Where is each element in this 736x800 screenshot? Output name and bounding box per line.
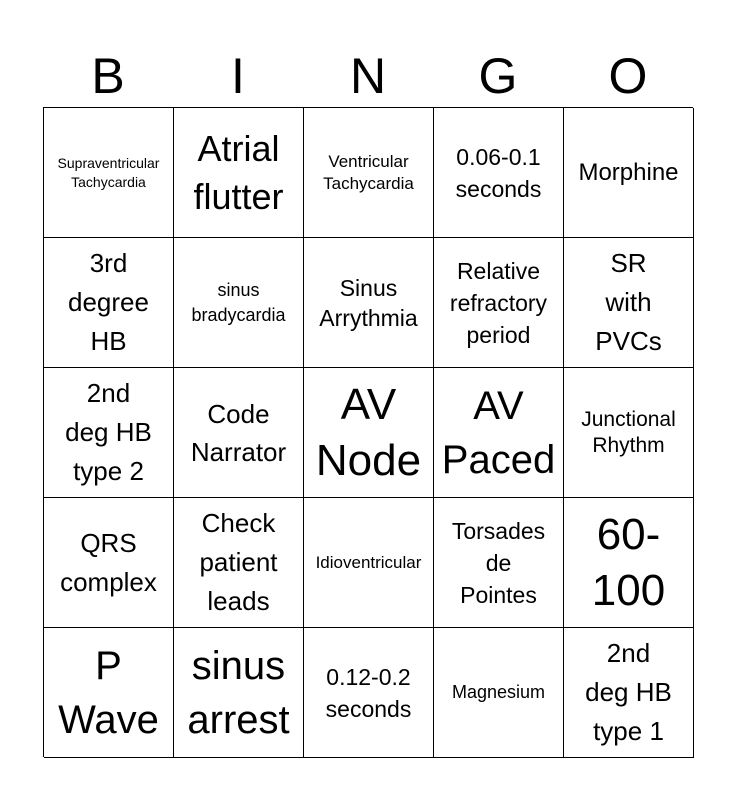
cell-text: Check patient leads: [199, 508, 278, 616]
bingo-cell[interactable]: [434, 238, 564, 368]
cell-text: 2nd deg HB type 2: [65, 378, 152, 486]
bingo-cell[interactable]: [174, 368, 304, 498]
cell-text: 0.06-0.1 seconds: [455, 143, 542, 202]
bingo-header: [43, 46, 693, 106]
bingo-cell[interactable]: [304, 238, 434, 368]
bingo-cell[interactable]: [304, 108, 434, 238]
bingo-cell[interactable]: [434, 498, 564, 628]
cell-text: Code Narrator: [190, 398, 287, 467]
cell-text: 2nd deg HB type 1: [585, 638, 672, 746]
cell-text: 60- 100: [591, 509, 666, 615]
cell-text: P Wave: [58, 643, 159, 742]
bingo-cell[interactable]: [174, 108, 304, 238]
cell-text: AV Node: [315, 379, 422, 485]
bingo-cell[interactable]: [304, 498, 434, 628]
bingo-cell[interactable]: [44, 498, 174, 628]
cell-text: Supraventricular Tachycardia: [57, 154, 160, 190]
cell-text: Torsades de Pointes: [451, 517, 546, 608]
cell-text: QRS complex: [60, 527, 157, 597]
bingo-cell[interactable]: [174, 238, 304, 368]
bingo-cell[interactable]: [44, 368, 174, 498]
bingo-grid: [43, 107, 693, 757]
cell-text: sinus arrest: [187, 643, 290, 742]
cell-text: 0.12-0.2 seconds: [325, 663, 412, 722]
cell-text: 3rd degree HB: [68, 248, 149, 356]
cell-text: AV Paced: [441, 383, 556, 482]
cell-text: Relative refractory period: [449, 257, 548, 348]
bingo-cell[interactable]: [434, 108, 564, 238]
bingo-cell[interactable]: [434, 628, 564, 758]
cell-text: Junctional Rhythm: [581, 407, 676, 457]
cell-text: Magnesium: [451, 682, 546, 702]
cell-text: Sinus Arrythmia: [319, 274, 418, 331]
cell-text: sinus bradycardia: [191, 279, 286, 325]
bingo-cell[interactable]: [564, 498, 694, 628]
bingo-cell[interactable]: [564, 368, 694, 498]
bingo-cell[interactable]: [434, 368, 564, 498]
bingo-cell[interactable]: [44, 108, 174, 238]
bingo-cell[interactable]: [304, 628, 434, 758]
bingo-cell[interactable]: [564, 108, 694, 238]
header-letter-b: B: [91, 48, 125, 104]
header-letter-i: I: [231, 48, 245, 104]
bingo-cell[interactable]: [304, 368, 434, 498]
bingo-cell[interactable]: [174, 498, 304, 628]
header-letter-o: O: [608, 48, 648, 104]
cell-text: SR with PVCs: [595, 248, 662, 356]
bingo-cell[interactable]: [174, 628, 304, 758]
header-letter-g: G: [478, 48, 518, 104]
cell-text: Ventricular Tachycardia: [323, 151, 414, 193]
cell-text: Morphine: [578, 158, 679, 186]
bingo-cell[interactable]: [564, 238, 694, 368]
cell-text: Idioventricular: [315, 552, 422, 572]
bingo-cell[interactable]: [44, 628, 174, 758]
bingo-cell[interactable]: [44, 238, 174, 368]
cell-text: Atrial flutter: [193, 127, 284, 217]
bingo-cell[interactable]: [564, 628, 694, 758]
header-letter-n: N: [349, 48, 387, 104]
